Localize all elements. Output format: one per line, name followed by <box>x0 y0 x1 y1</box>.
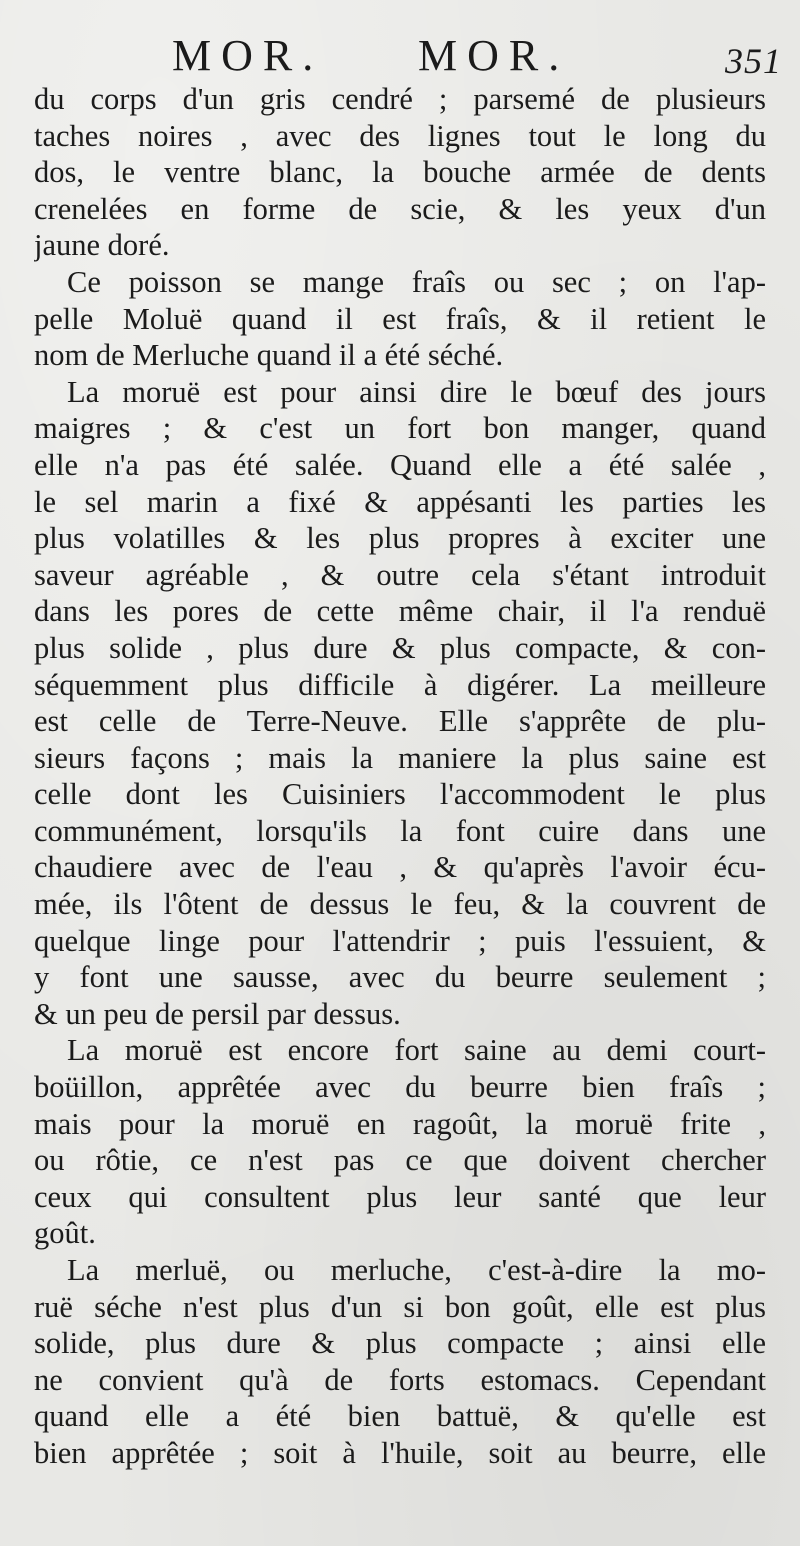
text-line: La merluë, ou merluche, c'est-à-dire la mo- <box>67 1253 766 1287</box>
text-line: quelque linge pour l'attendrir ; puis l'essuient, & <box>34 923 766 958</box>
body-text <box>34 81 766 1472</box>
text-line: goût. <box>34 1216 96 1251</box>
text-line: dans les pores de cette même chair, il l'a renduë <box>34 594 766 629</box>
text-line: sieurs façons ; mais la maniere la plus saine est <box>34 740 766 775</box>
text-line: solide, plus dure & plus compacte ; ainsi elle <box>34 1326 766 1361</box>
text-line: mée, ils l'ôtent de dessus le feu, & la couvrent de <box>34 887 766 922</box>
text-line: ceux qui consultent plus leur santé que leur <box>34 1179 766 1214</box>
text-line: ou rôtie, ce n'est pas ce que doivent chercher <box>34 1143 766 1178</box>
text-line: pelle Moluë quand il est fraîs, & il retient le <box>34 301 766 336</box>
text-line: quand elle a été bien battuë, & qu'elle est <box>34 1399 766 1434</box>
text-line: La moruë est encore fort saine au demi court- <box>67 1033 766 1068</box>
text-line: communément, lorsqu'ils la font cuire dans une <box>34 813 766 848</box>
text-line: y font une sausse, avec du beurre seulement ; <box>34 960 766 995</box>
text-line: plus solide , plus dure & plus compacte, & con- <box>34 630 766 665</box>
text-line: boüillon, apprêtée avec du beurre bien fraîs ; <box>34 1070 766 1105</box>
text-line: dos, le ventre blanc, la bouche armée de dents <box>34 155 766 190</box>
text-line: plus volatilles & les plus propres à exciter une <box>34 521 766 556</box>
text-line: celle dont les Cuisiniers l'accommodent le plus <box>34 777 766 812</box>
text-line: est celle de Terre-Neuve. Elle s'apprête de plu- <box>34 704 766 739</box>
text-line: chaudiere avec de l'eau , & qu'après l'avoir écu- <box>34 850 766 885</box>
running-head-left: MOR. <box>172 31 324 80</box>
text-line: ruë séche n'est plus d'un si bon goût, elle est plus <box>34 1289 766 1324</box>
text-line: mais pour la moruë en ragoût, la moruë frite , <box>34 1106 766 1141</box>
text-line: elle n'a pas été salée. Quand elle a été salée , <box>34 447 766 482</box>
running-head <box>0 26 800 86</box>
text-line: jaune doré. <box>34 228 170 263</box>
text-line: nom de Merluche quand il a été séché. <box>34 338 504 373</box>
text-line: taches noires , avec des lignes tout le long du <box>34 118 766 153</box>
text-line: le sel marin a fixé & appésanti les parties les <box>34 484 766 519</box>
text-line: du corps d'un gris cendré ; parsemé de plusieurs <box>34 82 766 116</box>
text-line: Ce poisson se mange fraîs ou sec ; on l'ap- <box>67 264 766 299</box>
text-line: crenelées en forme de scie, & les yeux d'un <box>34 191 766 226</box>
text-line: séquemment plus difficile à digérer. La meilleure <box>34 667 766 702</box>
text-line: maigres ; & c'est un fort bon manger, quand <box>34 411 766 446</box>
running-head-right: MOR. <box>418 31 570 80</box>
page-number: 351 <box>725 41 782 81</box>
text-line: saveur agréable , & outre cela s'étant introduit <box>34 557 766 592</box>
text-line: ne convient qu'à de forts estomacs. Cependant <box>34 1362 766 1397</box>
text-line: & un peu de persil par dessus. <box>34 996 401 1031</box>
text-line: bien apprêtée ; soit à l'huile, soit au beurre, elle <box>34 1435 766 1470</box>
text-line: La moruë est pour ainsi dire le bœuf des jours <box>67 374 766 409</box>
